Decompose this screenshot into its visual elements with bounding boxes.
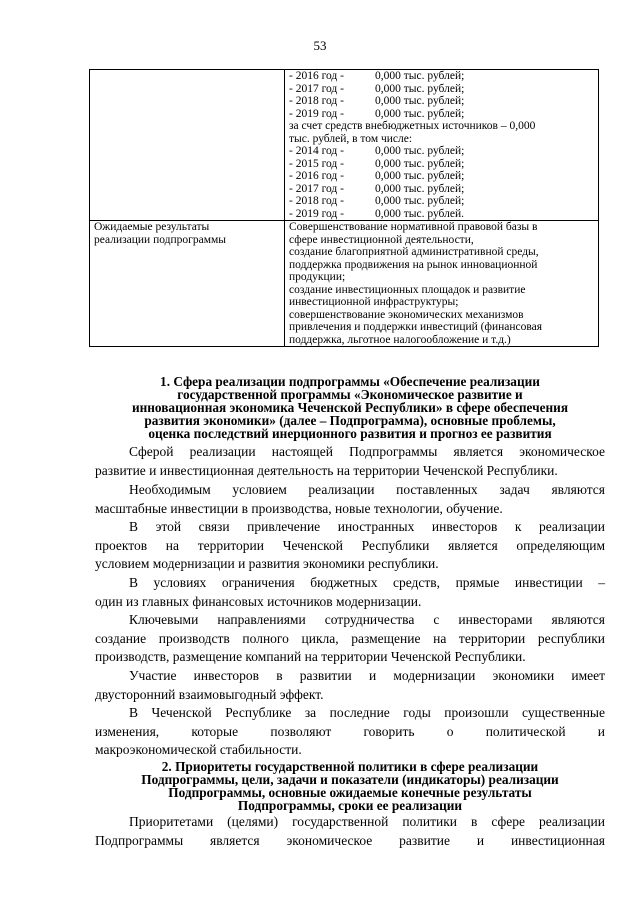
results-line: Совершенствование нормативной правовой базы в (289, 221, 538, 233)
paragraph-line: макроэкономической стабильности. (95, 742, 302, 757)
amount: 0,000 тыс. рублей; (375, 182, 465, 195)
results-line: поддержка продвижения на рынок инновационной (289, 258, 538, 271)
finance-row (289, 158, 594, 171)
paragraph-line: развитие и инвестиционная деятельность на территории Чеченской Республики. (95, 462, 558, 478)
results-line: поддержка, льготное налогообложение и т.д.) (289, 333, 511, 346)
paragraph-line: Приоритетами (целями) государственной политики в сфере реализации (129, 814, 605, 829)
paragraph (95, 481, 605, 518)
amount: 0,000 тыс. рублей; (375, 170, 465, 182)
finance-row (289, 145, 594, 158)
year: - 2017 год - (289, 82, 344, 95)
paragraph-line: Участие инвесторов в развитии и модернизации экономики имеет (129, 668, 605, 683)
finance-row (289, 83, 594, 96)
year: - 2015 год - (289, 157, 344, 170)
results-line: инвестиционной инфраструктуры; (289, 296, 459, 308)
section-2-heading (95, 760, 605, 812)
paragraph-line: Подпрограммы является экономическое развитие и инвестиционная (95, 832, 605, 848)
year: - 2016 год - (289, 70, 344, 82)
amount: 0,000 тыс. рублей; (375, 70, 465, 82)
results-label-line: Ожидаемые результаты (94, 221, 210, 233)
paragraph-line: масштабные инвестиции в производства, новые технологии, обучение. (95, 500, 503, 516)
results-label-cell (90, 221, 285, 347)
amount: 0,000 тыс. рублей; (375, 157, 465, 170)
heading-line: 1. Сфера реализации подпрограммы «Обеспечение реализации (160, 374, 540, 389)
paragraph-line: условием модернизации и развития экономики республики. (95, 556, 439, 571)
extrabudget-text: за счет средств внебюджетных источников – 0,000 (289, 120, 536, 132)
paragraph-line: В этой связи привлечение иностранных инвесторов к реализации (129, 519, 605, 534)
heading-line: государственной программы «Экономическое развитие и (177, 387, 523, 402)
results-line: продукции; (289, 271, 346, 283)
year: - 2018 год - (289, 195, 344, 207)
amount: 0,000 тыс. рублей; (375, 145, 465, 157)
heading-line: Подпрограммы, цели, задачи и показатели (индикаторы) реализации (141, 772, 559, 787)
finance-row (289, 70, 594, 83)
paragraph-line: Ключевыми направлениями сотрудничества с инвесторами являются (129, 612, 605, 627)
paragraph-line: один из главных финансовых источников модернизации. (95, 593, 422, 609)
amount: 0,000 тыс. рублей; (375, 95, 465, 107)
year: - 2017 год - (289, 182, 344, 195)
results-line: создание благоприятной административной среды, (289, 246, 539, 258)
section-1-heading (95, 375, 605, 440)
results-text-cell (285, 221, 599, 347)
amount: 0,000 тыс. рублей; (375, 107, 465, 120)
financing-cell (285, 70, 599, 221)
paragraph-line: В условиях ограничения бюджетных средств, прямые инвестиции – (129, 575, 605, 590)
year: - 2019 год - (289, 107, 344, 120)
heading-line: Подпрограммы, основные ожидаемые конечные результаты (168, 785, 532, 800)
empty-cell (90, 70, 285, 221)
finance-row (289, 208, 594, 221)
paragraph (95, 574, 605, 611)
heading-line: развития экономики» (далее – Подпрограмма), основные проблемы, (144, 413, 556, 428)
year: - 2019 год - (289, 207, 344, 220)
paragraph-line: Сферой реализации настоящей Подпрограммы является экономическое (129, 444, 605, 459)
heading-line: Подпрограммы, сроки ее реализации (237, 798, 463, 813)
paragraph-line: создание производств полного цикла, размещение на территории республики (95, 630, 605, 646)
paragraph (95, 704, 605, 760)
paragraph (95, 443, 605, 480)
paragraph-line: проектов на территории Чеченской Республики является определяющим (95, 537, 605, 553)
year: - 2014 год - (289, 145, 344, 157)
amount: 0,000 тыс. рублей; (375, 195, 465, 207)
results-line: создание инвестиционных площадок и развитие (289, 283, 526, 296)
passport-table (89, 69, 599, 347)
results-line: совершенствование экономических механизмов (289, 308, 524, 321)
heading-line: 2. Приоритеты государственной политики в сфере реализации (161, 759, 539, 774)
paragraph-line: В Чеченской Республике за последние годы произошли существенные (129, 705, 605, 720)
paragraph (95, 813, 605, 850)
table-row (90, 221, 599, 347)
extrabudget-text: тыс. рублей, в том числе: (289, 132, 413, 145)
results-line: привлечения и поддержки инвестиций (финансовая (289, 321, 543, 333)
finance-row (289, 108, 594, 121)
finance-row (289, 95, 594, 108)
finance-row (289, 195, 594, 208)
paragraph-line: изменения, которые позволяют говорить о политической и (95, 723, 605, 739)
finance-row (289, 183, 594, 196)
page-number: 53 (313, 38, 327, 53)
paragraph-line: Необходимым условием реализации поставленных задач являются (129, 482, 605, 497)
table-row (90, 70, 599, 221)
paragraph (95, 518, 605, 574)
paragraph (95, 611, 605, 667)
heading-line: оценка последствий инерционного развития и прогноз ее развития (148, 426, 552, 441)
year: - 2016 год - (289, 170, 344, 182)
paragraph-line: двусторонний взаимовыгодный эффект. (95, 686, 324, 702)
heading-line: инновационная экономика Чеченской Республики» в сфере обеспечения (131, 400, 569, 415)
paragraph-line: производств, размещение компаний на территории Чеченской Республики. (95, 649, 526, 664)
finance-row (289, 170, 594, 183)
results-label-line: реализации подпрограммы (94, 233, 227, 246)
amount: 0,000 тыс. рублей. (375, 207, 464, 220)
year: - 2018 год - (289, 95, 344, 107)
results-line: сфере инвестиционной деятельности, (289, 233, 474, 246)
paragraph (95, 667, 605, 704)
amount: 0,000 тыс. рублей; (375, 82, 465, 95)
